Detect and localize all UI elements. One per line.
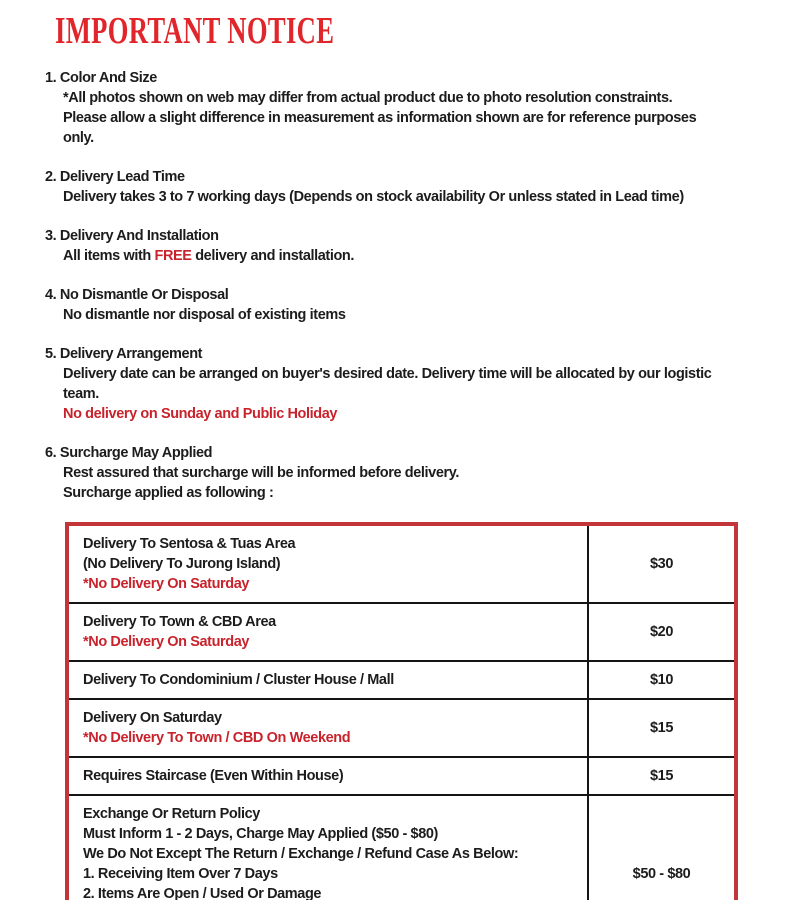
desc-line xyxy=(83,574,573,594)
price-cell: $15 xyxy=(588,699,736,757)
notice-item xyxy=(45,226,780,266)
table-row xyxy=(67,699,736,757)
desc-cell xyxy=(67,661,588,699)
desc-line xyxy=(83,864,573,884)
page-title: IMPORTANT NOTICE xyxy=(55,10,335,52)
text-segment: Requires Staircase (Even Within House) xyxy=(83,768,344,784)
desc-line xyxy=(83,804,573,824)
notice-item xyxy=(45,167,780,207)
price-cell: $15 xyxy=(588,757,736,795)
notice-line xyxy=(45,364,780,384)
desc-cell xyxy=(67,524,588,603)
text-segment: All items with xyxy=(63,248,155,264)
text-segment: Exchange Or Return Policy xyxy=(83,806,260,822)
text-segment: (No Delivery To Jurong Island) xyxy=(83,556,281,572)
notice-heading: 4. No Dismantle Or Disposal xyxy=(45,287,229,303)
text-segment: We Do Not Except The Return / Exchange / Refund Case As Below: xyxy=(83,846,519,862)
text-segment: Surcharge applied as following : xyxy=(63,485,274,501)
price-cell: $50 - $80 xyxy=(588,795,736,900)
text-segment: Please allow a slight difference in measurement as information shown are for reference purposes xyxy=(63,110,697,126)
desc-line xyxy=(83,844,573,864)
table-row xyxy=(67,603,736,661)
notice-item xyxy=(45,344,780,424)
notice-item xyxy=(45,285,780,325)
desc-line xyxy=(83,670,573,690)
notice-heading: 2. Delivery Lead Time xyxy=(45,169,185,185)
red-text: *No Delivery To Town / CBD On Weekend xyxy=(83,730,351,746)
surcharge-table xyxy=(65,522,738,900)
red-text: No delivery on Sunday and Public Holiday xyxy=(63,406,338,422)
notice-heading: 1. Color And Size xyxy=(45,70,157,86)
desc-cell xyxy=(67,603,588,661)
red-text: *No Delivery On Saturday xyxy=(83,576,250,592)
text-segment: Delivery date can be arranged on buyer's desired date. Delivery time will be allocated by our logistic xyxy=(63,366,712,382)
red-text: FREE xyxy=(154,248,192,264)
price-cell: $10 xyxy=(588,661,736,699)
desc-cell xyxy=(67,795,588,900)
text-segment: Delivery To Town & CBD Area xyxy=(83,614,276,630)
table-row xyxy=(67,661,736,699)
text-segment: delivery and installation. xyxy=(191,248,355,264)
notice-line xyxy=(45,305,780,325)
text-segment: Rest assured that surcharge will be informed before delivery. xyxy=(63,465,459,481)
text-segment: *All photos shown on web may differ from actual product due to photo resolution constraints. xyxy=(63,90,673,106)
text-segment: Delivery To Condominium / Cluster House / Mall xyxy=(83,672,394,688)
table-row xyxy=(67,524,736,603)
notice-line xyxy=(45,404,780,424)
desc-line xyxy=(83,884,573,900)
notice-line xyxy=(45,187,780,207)
red-text: *No Delivery On Saturday xyxy=(83,634,250,650)
table-row xyxy=(67,795,736,900)
desc-line xyxy=(83,534,573,554)
text-segment: Delivery To Sentosa & Tuas Area xyxy=(83,536,296,552)
price-cell: $20 xyxy=(588,603,736,661)
text-segment: 1. Receiving Item Over 7 Days xyxy=(83,866,278,882)
notice-line xyxy=(45,384,780,404)
desc-cell xyxy=(67,699,588,757)
surcharge-table-body xyxy=(67,524,736,900)
notice-line xyxy=(45,128,780,148)
table-row xyxy=(67,757,736,795)
text-segment: only. xyxy=(63,130,94,146)
text-segment: 2. Items Are Open / Used Or Damage xyxy=(83,886,322,900)
text-segment: Must Inform 1 - 2 Days, Charge May Applied ($50 - $80) xyxy=(83,826,438,842)
notice-list xyxy=(45,68,780,503)
desc-line xyxy=(83,554,573,574)
desc-line xyxy=(83,766,573,786)
price-cell: $30 xyxy=(588,524,736,603)
notice-line xyxy=(45,463,780,483)
notice-item xyxy=(45,68,780,148)
desc-line xyxy=(83,708,573,728)
notice-line xyxy=(45,483,780,503)
text-segment: No dismantle nor disposal of existing items xyxy=(63,307,346,323)
text-segment: team. xyxy=(63,386,99,402)
notice-line xyxy=(45,246,780,266)
notice-item xyxy=(45,443,780,503)
text-segment: Delivery takes 3 to 7 working days (Depends on stock availability Or unless stated in Lead time) xyxy=(63,189,684,205)
notice-line xyxy=(45,88,780,108)
desc-line xyxy=(83,824,573,844)
desc-line xyxy=(83,632,573,652)
desc-cell xyxy=(67,757,588,795)
notice-heading: 6. Surcharge May Applied xyxy=(45,445,213,461)
notice-line xyxy=(45,108,780,128)
notice-heading: 3. Delivery And Installation xyxy=(45,228,219,244)
desc-line xyxy=(83,612,573,632)
text-segment: Delivery On Saturday xyxy=(83,710,222,726)
desc-line xyxy=(83,728,573,748)
notice-heading: 5. Delivery Arrangement xyxy=(45,346,203,362)
